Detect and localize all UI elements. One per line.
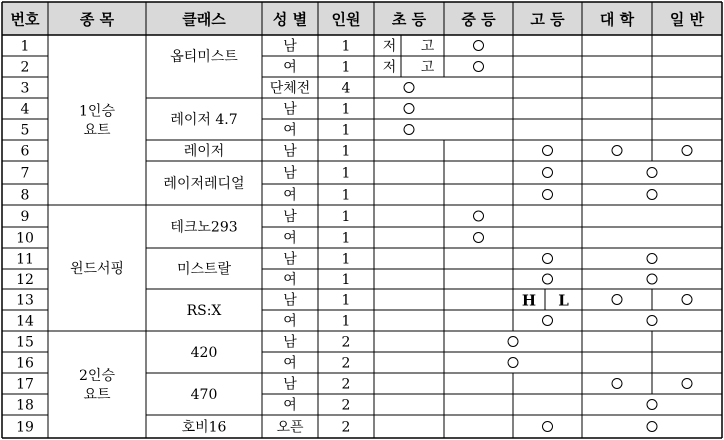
- count-cell: 1: [341, 230, 351, 247]
- row-number: 15: [16, 334, 34, 351]
- row-number: 13: [16, 292, 34, 309]
- class-name: 레이저: [183, 143, 225, 160]
- header-cell-2: 클래스: [182, 10, 226, 29]
- participation-mark: [647, 254, 657, 264]
- row-number: 12: [16, 272, 34, 288]
- gender-cell: 여: [283, 355, 297, 372]
- gender-cell: 여: [283, 313, 297, 330]
- class-name: 420: [190, 345, 218, 361]
- row-number: 3: [20, 80, 30, 97]
- participation-mark: [647, 316, 657, 326]
- gender-cell: 여: [283, 59, 297, 76]
- gender-cell: 남: [283, 209, 297, 225]
- class-name: 미스트랄: [176, 261, 232, 278]
- row-number: 18: [16, 397, 34, 414]
- gender-cell: 여: [283, 272, 297, 288]
- participation-mark: [612, 295, 622, 305]
- row-number: 9: [20, 209, 30, 225]
- participation-mark: [682, 146, 692, 156]
- participation-mark: [404, 104, 414, 114]
- count-cell: 2: [341, 397, 351, 414]
- row-number: 8: [20, 187, 30, 204]
- class-name: 레이저 4.7: [170, 112, 238, 128]
- row-number: 5: [20, 122, 30, 139]
- participation-mark: [508, 337, 518, 347]
- gender-cell: 남: [283, 251, 297, 268]
- header-cell-8: 대 학: [599, 10, 635, 29]
- header-cell-4: 인원: [331, 10, 361, 29]
- count-cell: 1: [341, 38, 351, 55]
- row-number: 16: [16, 355, 34, 372]
- elementary-high-label: 고: [420, 38, 435, 55]
- row-number: 4: [20, 101, 30, 118]
- header-cell-3: 성 별: [272, 10, 308, 29]
- row-number: 14: [16, 313, 34, 330]
- row-number: 11: [16, 251, 34, 268]
- participation-mark: [543, 422, 553, 432]
- class-name: 레이저레디얼: [163, 176, 245, 192]
- participation-mark: [682, 379, 692, 389]
- event-name: 요트: [83, 122, 111, 139]
- participation-mark: [682, 295, 692, 305]
- count-cell: 2: [341, 334, 351, 351]
- count-cell: 1: [341, 272, 351, 288]
- count-cell: 1: [341, 313, 351, 330]
- row-number: 17: [16, 376, 34, 393]
- participation-mark: [647, 274, 657, 284]
- high-l-label: L: [558, 291, 569, 310]
- gender-cell: 남: [283, 101, 297, 118]
- class-name: RS:X: [186, 303, 222, 319]
- gender-cell: 남: [283, 143, 297, 160]
- header-cell-0: 번호: [10, 10, 40, 29]
- count-cell: 1: [341, 101, 351, 118]
- participation-mark: [474, 41, 484, 51]
- count-cell: 1: [341, 292, 351, 309]
- elementary-low-label: 저: [382, 38, 397, 55]
- count-cell: 1: [341, 251, 351, 268]
- count-cell: 1: [341, 187, 351, 204]
- count-cell: 1: [341, 165, 351, 182]
- event-name: 2인승: [79, 368, 115, 384]
- count-cell: 1: [341, 209, 351, 225]
- count-cell: 2: [341, 419, 351, 436]
- elementary-low-label: 저: [382, 59, 397, 76]
- participation-mark: [543, 146, 553, 156]
- participation-mark: [543, 274, 553, 284]
- participation-mark: [647, 400, 657, 410]
- header-cell-5: 초 등: [391, 10, 427, 29]
- header-cell-9: 일 반: [669, 10, 705, 29]
- gender-cell: 오픈: [276, 419, 304, 436]
- event-name: 1인승: [79, 103, 115, 120]
- participation-mark: [474, 233, 484, 243]
- count-cell: 2: [341, 376, 351, 393]
- participation-mark: [647, 168, 657, 178]
- elementary-high-label: 고: [420, 59, 435, 76]
- gender-cell: 남: [283, 38, 297, 55]
- row-number: 10: [16, 230, 34, 247]
- table-text: [11, 11, 705, 436]
- participation-mark: [508, 358, 518, 368]
- event-name: 윈드서핑: [69, 261, 125, 277]
- gender-cell: 여: [283, 397, 297, 414]
- row-number: 2: [20, 59, 30, 76]
- participation-mark: [474, 62, 484, 72]
- class-name: 테크노293: [170, 219, 238, 236]
- row-number: 19: [16, 419, 34, 436]
- header-cell-7: 고 등: [530, 10, 565, 29]
- gender-cell: 여: [283, 122, 297, 139]
- gender-cell: 여: [283, 187, 297, 204]
- event-name: 요트: [83, 387, 111, 403]
- participation-mark: [647, 422, 657, 432]
- gender-cell: 남: [283, 334, 297, 351]
- participation-mark: [474, 211, 484, 221]
- class-name: 470: [190, 387, 218, 403]
- count-cell: 2: [341, 355, 351, 372]
- participation-mark: [543, 190, 553, 200]
- participation-mark: [612, 146, 622, 156]
- row-number: 7: [20, 165, 30, 182]
- participation-mark: [612, 379, 622, 389]
- participation-mark: [543, 168, 553, 178]
- header-cell-6: 중 등: [461, 10, 496, 29]
- gender-cell: 남: [283, 292, 297, 309]
- class-name: 호비16: [181, 419, 227, 436]
- count-cell: 1: [341, 122, 351, 139]
- count-cell: 4: [341, 80, 351, 97]
- high-h-label: H: [521, 291, 537, 310]
- gender-cell: 남: [283, 376, 297, 393]
- count-cell: 1: [341, 59, 351, 76]
- participation-mark: [647, 190, 657, 200]
- participation-mark: [404, 125, 414, 135]
- participation-mark: [404, 83, 414, 93]
- gender-cell: 여: [283, 230, 297, 247]
- row-number: 1: [20, 38, 30, 55]
- participation-mark: [543, 254, 553, 264]
- row-number: 6: [20, 143, 30, 160]
- header-cell-1: 종 목: [79, 10, 115, 29]
- count-cell: 1: [341, 143, 351, 160]
- class-name: 옵티미스트: [170, 49, 238, 65]
- participation-mark: [543, 316, 553, 326]
- gender-cell: 단체전: [269, 80, 311, 97]
- gender-cell: 남: [283, 165, 297, 182]
